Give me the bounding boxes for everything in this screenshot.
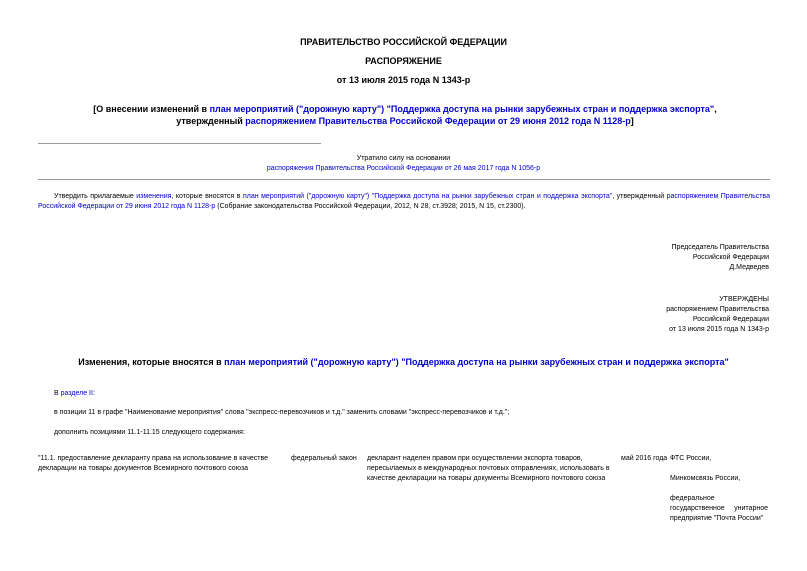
executor-pochta: федеральное государственное унитарное предприятие "Почта России": [670, 495, 768, 522]
section-ii-link[interactable]: разделе II: [60, 390, 93, 397]
approved-line4: от 13 июля 2015 года N 1343-р: [669, 326, 769, 333]
approved-line1: УТВЕРЖДЕНЫ: [719, 296, 769, 303]
section-colon: :: [92, 390, 95, 397]
repeal-order-link[interactable]: распоряжения Правительства Российской Федерации от 26 мая 2017 года N 1056-р: [266, 165, 541, 172]
item-add-positions: дополнить позициями 11.1-11.15 следующего содержания:: [54, 429, 245, 436]
signature-line2: Российской Федерации: [692, 254, 769, 261]
subject-mid: , утвержденный: [176, 104, 717, 126]
subject-close: ]: [630, 116, 634, 126]
order-1128-link-2[interactable]: распоряжением Правительства Российской Федерации от 29 июня 2012 года N 1128-р: [38, 193, 770, 210]
table-col-executors: [670, 454, 768, 524]
signature-block: [469, 243, 769, 273]
item-position-11: в позиции 11 в графе "Наименование мероприятия" слова "экспресс-перевозчиков и т.д." заменить словами "экспресс-перевозчиков и т.д.";: [54, 409, 510, 416]
main-text-1: Утвердить прилагаемые: [54, 193, 137, 200]
subject-open: [О внесении изменений в: [93, 104, 210, 114]
section-line: [54, 389, 95, 399]
signature-line1: Председатель Правительства: [671, 244, 769, 251]
roadmap-link-3[interactable]: план мероприятий ("дорожную карту") "Поддержка доступа на рынки зарубежных стран и поддержка экспорта": [224, 357, 729, 367]
table-col-result: декларант наделен правом при осуществлении экспорта товаров, пересылаемых в международных почтовых отправлениях, использовать в качестве декларации на товары документы Всемирного почтового союза: [367, 455, 610, 482]
status-note-line1: Утратило силу на основании: [356, 155, 451, 162]
executor-fts: ФТС России,: [670, 455, 712, 462]
main-text-4: (Собрание законодательства Российской Федерации, 2012, N 28, ст.3928; 2015, N 15, ст.2300).: [215, 203, 526, 210]
order-1128-link[interactable]: распоряжением Правительства Российской Федерации от 29 июня 2012 года N 1128-р: [245, 116, 631, 126]
government-heading: ПРАВИТЕЛЬСТВО РОССИЙСКОЙ ФЕДЕРАЦИИ: [300, 37, 507, 47]
approved-line3: Российской Федерации: [692, 316, 769, 323]
approved-block: [469, 295, 769, 335]
signature-line3: Д.Медведев: [729, 264, 769, 271]
document-subject: [60, 103, 750, 127]
main-text-2: , которые вносятся в: [171, 193, 243, 200]
main-text-3: , утвержденный: [612, 193, 667, 200]
main-paragraph: [38, 192, 770, 212]
executor-minkomsvyaz: Минкомсвязь России,: [670, 475, 741, 482]
divider-top: [38, 143, 321, 144]
table-col-measure: "11.1. предоставление декларанту права на использование в качестве декларации на товары документов Всемирного почтового союза: [38, 455, 269, 472]
section-prefix: В: [54, 390, 61, 397]
table-col-deadline: май 2016 года: [621, 455, 668, 462]
roadmap-link-2[interactable]: план мероприятий ("дорожную карту") "Поддержка доступа на рынки зарубежных стран и поддержка экспорта": [242, 193, 613, 200]
approved-line2: распоряжением Правительства: [666, 306, 769, 313]
document-type: РАСПОРЯЖЕНИЕ: [365, 56, 442, 66]
roadmap-link[interactable]: план мероприятий ("дорожную карту") "Поддержка доступа на рынки зарубежных стран и поддержка экспорта": [209, 104, 715, 114]
changes-title: [0, 356, 807, 368]
changes-title-text: Изменения, которые вносятся в: [78, 357, 225, 367]
divider-bottom: [38, 179, 770, 180]
changes-link[interactable]: изменения: [136, 193, 172, 200]
document-date: от 13 июля 2015 года N 1343-р: [336, 75, 471, 85]
table-col-document: федеральный закон: [291, 455, 357, 462]
